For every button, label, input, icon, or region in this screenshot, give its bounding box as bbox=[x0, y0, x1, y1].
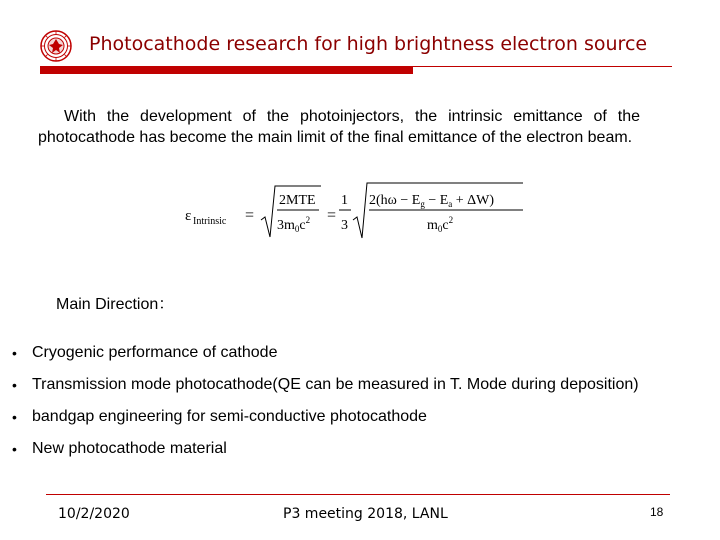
bullet-icon: • bbox=[12, 409, 17, 425]
bullet-icon: • bbox=[12, 345, 17, 361]
list-item-text: bandgap engineering for semi-conductive photocathode bbox=[32, 408, 427, 425]
title-underline-thick bbox=[40, 66, 413, 74]
list-item-text: New photocathode material bbox=[32, 440, 227, 457]
list-item bbox=[12, 374, 639, 406]
slide-title: Photocathode research for high brightness electron source bbox=[89, 33, 648, 55]
list-item bbox=[12, 406, 639, 438]
footer-date: 10/2/2020 bbox=[58, 506, 130, 522]
formula-numerator-2: $2(h\omega - E_g - E_a + \Delta W)$ bbox=[369, 193, 495, 209]
formula-subscript: Intrinsic bbox=[193, 216, 227, 227]
formula-coef-numerator: 1 bbox=[341, 193, 348, 208]
footer-event: P3 meeting 2018, LANL bbox=[283, 506, 448, 522]
direction-list bbox=[12, 342, 639, 470]
list-item-text: Cryogenic performance of cathode bbox=[32, 344, 278, 361]
formula-numerator-1: 2MTE bbox=[279, 193, 316, 208]
list-item bbox=[12, 438, 639, 470]
bullet-icon: • bbox=[12, 441, 17, 457]
page-number: 18 bbox=[650, 505, 664, 519]
list-item-text: Transmission mode photocathode(QE can be measured in T. Mode during deposition) bbox=[32, 376, 639, 393]
intro-paragraph: With the development of the photoinjectors, the intrinsic emittance of the photocathode has become the main limit of the final emittance of the electron beam. bbox=[38, 108, 640, 146]
emittance-formula bbox=[183, 180, 528, 242]
title-underline-thin bbox=[413, 66, 672, 67]
formula-denominator-2: $m_0c^2$ bbox=[427, 215, 454, 234]
formula-equals-2: = bbox=[327, 207, 337, 224]
list-item bbox=[12, 342, 639, 374]
main-direction-heading: Main Direction： bbox=[56, 296, 175, 313]
formula-epsilon: ε bbox=[185, 208, 192, 224]
formula-equals-1: = bbox=[245, 207, 255, 224]
footer-divider bbox=[46, 494, 670, 495]
bullet-icon: • bbox=[12, 377, 17, 393]
formula-coef-denominator: 3 bbox=[341, 218, 348, 233]
formula-denominator-1: $3m_0c^2$ bbox=[277, 215, 311, 234]
university-seal-icon bbox=[40, 30, 72, 62]
